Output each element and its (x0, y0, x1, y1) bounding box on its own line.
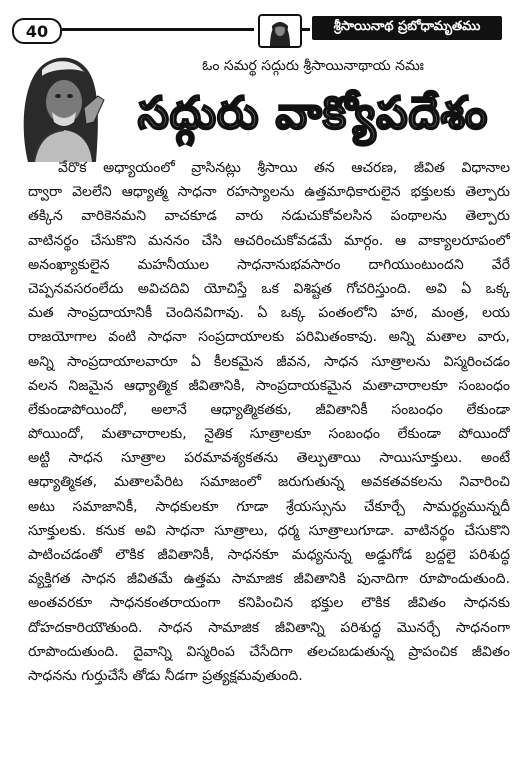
paragraph-line: సూక్తులకు. కనుక అవి సాధనా సూత్రాలు, ధర్మ సూత్రాలుగూడా. వాటినర్థం చేసుకొని (28, 522, 510, 539)
paragraph-line: దోహదకారియౌతుంది. సాధన సామాజిక జీవితాన్ని పరిశుద్ధ మొనర్చే సాధనంగా (28, 619, 510, 636)
header-rule-right (302, 28, 310, 31)
paragraph-line: వలన నిజమైన ఆధ్యాత్మిక జీవితానికి, సాంప్రదాయకమైన మతాచారాలకూ సంబంధం (28, 377, 510, 394)
paragraph-line: పోయిందో, మతాచారాలకు, నైతిక సూత్రాలకూ సంబంధం లేకుండా పోయిందో (28, 426, 510, 443)
page-number: 40 (12, 18, 62, 44)
page-header (12, 14, 506, 44)
body-text (28, 156, 510, 688)
paragraph-line: రాజయోగాల వంటి సాధనా సంప్రదాయాలకు పరిమితంకావు. అన్ని మతాల వారు, (28, 329, 510, 346)
paragraph-line: ఆధ్యాత్మికత, మతాలపేరిట సమాజంలో జరుగుతున్న అవకతవకలను నివారించి (28, 474, 510, 491)
paragraph-line: రూపొందుతుంది. దైవాన్ని విస్మరింప చేసేదిగా తలచబడుతున్న ప్రాపంచిక జీవితం (28, 643, 510, 660)
paragraph-line: సాధనను గుర్తుచేసే తోడు నీడగా ప్రత్యక్షమవుతుంది. (28, 667, 303, 684)
paragraph-line: వాటినర్థం చేసుకొని మననం చేసి ఆచరించుకోవడమే మార్గం. ఆ వాక్యాలరూపంలో (28, 232, 510, 249)
paragraph-line: తక్కిన వారికెనమని వాచకూడ వారు నడుచుకోవలసిన పంథాలను తెల్పారు (28, 208, 510, 225)
paragraph-line: అంతవరకూ సాధనకంతరాయంగా కనిపించిన భక్తుల లౌకిక జీవితం సాధనకు (28, 595, 510, 612)
paragraph-line: చెప్పనవసరంలేదు అవిచదివి యోచిస్తే ఒక విశిష్టత గోచరిస్తుంది. అవి ఏ ఒక్క (28, 280, 510, 297)
invocation-line: ఓం సమర్థ సద్గురు శ్రీసాయినాథాయ నమః (202, 58, 424, 74)
paragraph-line: అటు సమాజానికీ, సాధకులకూ గూడా శ్రేయస్సును చేకూర్చే సామర్థ్యమున్నదీ (28, 498, 510, 515)
paragraph-line: వ్యక్తిగత సాధన జీవితమే ఉత్తమ సామాజిక జీవితానికి పునాదిగా రూపొందుతుంది. (28, 571, 510, 588)
header-portrait-thumbnail (258, 14, 302, 48)
header-rule-left (62, 28, 254, 31)
paragraph-line: వేరొక అధ్యాయంలో వ్రాసినట్లు శ్రీసాయి తన ఆచరణ, జీవిత విధానాల (58, 160, 510, 176)
saint-portrait (12, 50, 110, 162)
paragraph-line: అన్ని సాంప్రదాయాలవారూ ఏ కీలకమైన జీవన, సాధన సూత్రాలను విస్మరించడం (28, 353, 510, 370)
paragraph-line: అనంఖ్యాకులైన మహనీయుల సాధనానుభవసారం దాగియుంటుందని వేరే (28, 256, 510, 273)
book-title: శ్రీసాయినాథ ప్రబోధామృతము (312, 16, 502, 40)
paragraph-line: అట్టి సాధన సూత్రాల పరమావశ్యకతను తెల్పుతాయి సాయిసూక్తులు. అంటే (28, 450, 510, 467)
paragraph-line: మత సాంప్రదాయానికీ చెందినవిగావు. ఏ ఒక్క పంతంలోని హఠ, మంత్ర, లయ (28, 305, 510, 322)
paragraph-line: ద్వారా వెలలేని ఆధ్యాత్మ సాధనా రహస్యాలను ఉత్తమాధికారులైన భక్తులకు తెల్పారు (28, 184, 510, 201)
paragraph-line: లేకుండాపోయిందో, అలానే ఆధ్యాత్మికతకు, జీవితానికీ సంబంధం లేకుండా (28, 401, 510, 418)
paragraph-line: పాటించడంతో లౌకిక జీవితానికీ, సాధనకూ మధ్యనున్న అడ్డుగోడ బ్రద్దలై పరిశుద్ధ (28, 547, 510, 563)
chapter-title: సద్గురు వాక్యోపదేశం (137, 88, 489, 139)
